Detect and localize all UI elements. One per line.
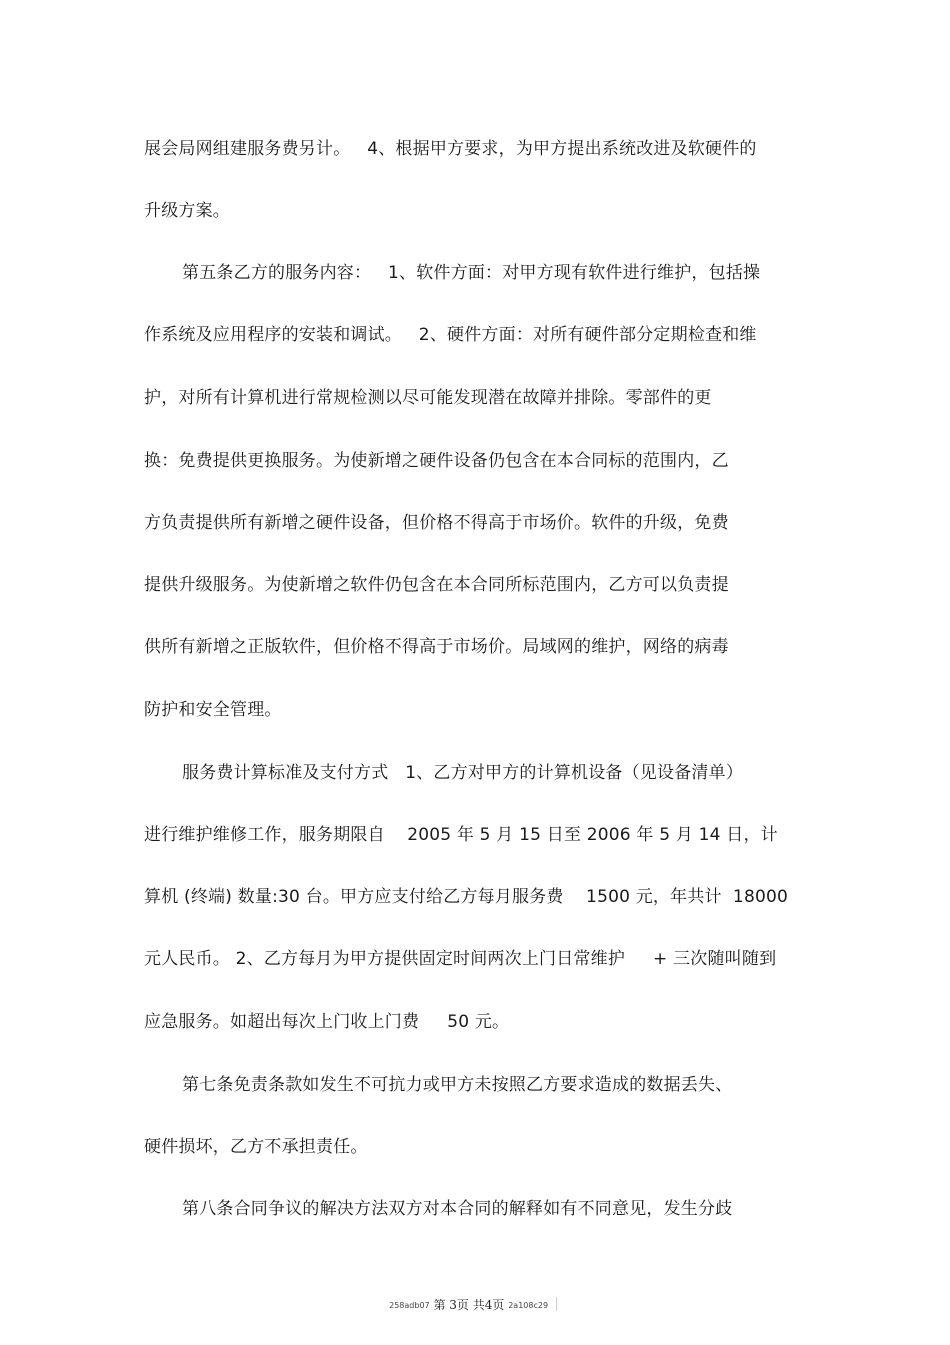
text-line: 方负责提供所有新增之硬件设备，但价格不得高于市场价。软件的升级，免费 [144,513,729,533]
footer-right-code: 2a108c29 [508,1301,549,1310]
text-line: 升级方案。 [144,201,230,221]
footer-divider [556,1297,557,1311]
text-line: 护，对所有计算机进行常规检测以尽可能发现潜在故障并排除。零部件的更 [144,388,712,408]
text-line: 元人民币。 2、乙方每月为甲方提供固定时间两次上门日常维护 + 三次随叫随到 [144,949,777,969]
text-line: 提供升级服务。为使新增之软件仍包含在本合同所标范围内，乙方可以负责提 [144,575,729,595]
text-line: 防护和安全管理。 [144,700,282,720]
text-line: 供所有新增之正版软件，但价格不得高于市场价。局域网的维护，网络的病毒 [144,637,729,657]
text-line: 作系统及应用程序的安装和调试。 2、硬件方面：对所有硬件部分定期检查和维 [144,325,757,345]
footer-page-label: 第 3页 共4页 [433,1298,505,1312]
text-line: 应急服务。如超出每次上门收上门费 50 元。 [144,1012,510,1032]
text-line: 算机 (终端) 数量:30 台。甲方应支付给乙方每月服务费 1500 元，年共计 18000 [144,887,789,907]
paragraph-start-line: 服务费计算标准及支付方式 1、乙方对甲方的计算机设备（见设备清单） [182,763,744,783]
page-footer [0,1296,950,1313]
paragraph-start-line: 第八条合同争议的解决方法双方对本合同的解释如有不同意见，发生分歧 [182,1199,733,1219]
footer-left-code: 258adb07 [389,1301,430,1310]
text-line: 展会局网组建服务费另计。 4、根据甲方要求，为甲方提出系统改进及软硬件的 [144,139,757,159]
paragraph-start-line: 第五条乙方的服务内容： 1、软件方面：对甲方现有软件进行维护，包括操 [182,263,761,283]
paragraph-start-line: 第七条免责条款如发生不可抗力或甲方未按照乙方要求造成的数据丢失、 [182,1075,733,1095]
text-line: 换：免费提供更换服务。为使新增之硬件设备仍包含在本合同标的范围内，乙 [144,451,729,471]
text-line: 硬件损坏，乙方不承担责任。 [144,1137,368,1157]
text-line: 进行维护维修工作，服务期限自 2005 年 5 月 15 日至 2006 年 5 月 14 日，计 [144,825,778,845]
